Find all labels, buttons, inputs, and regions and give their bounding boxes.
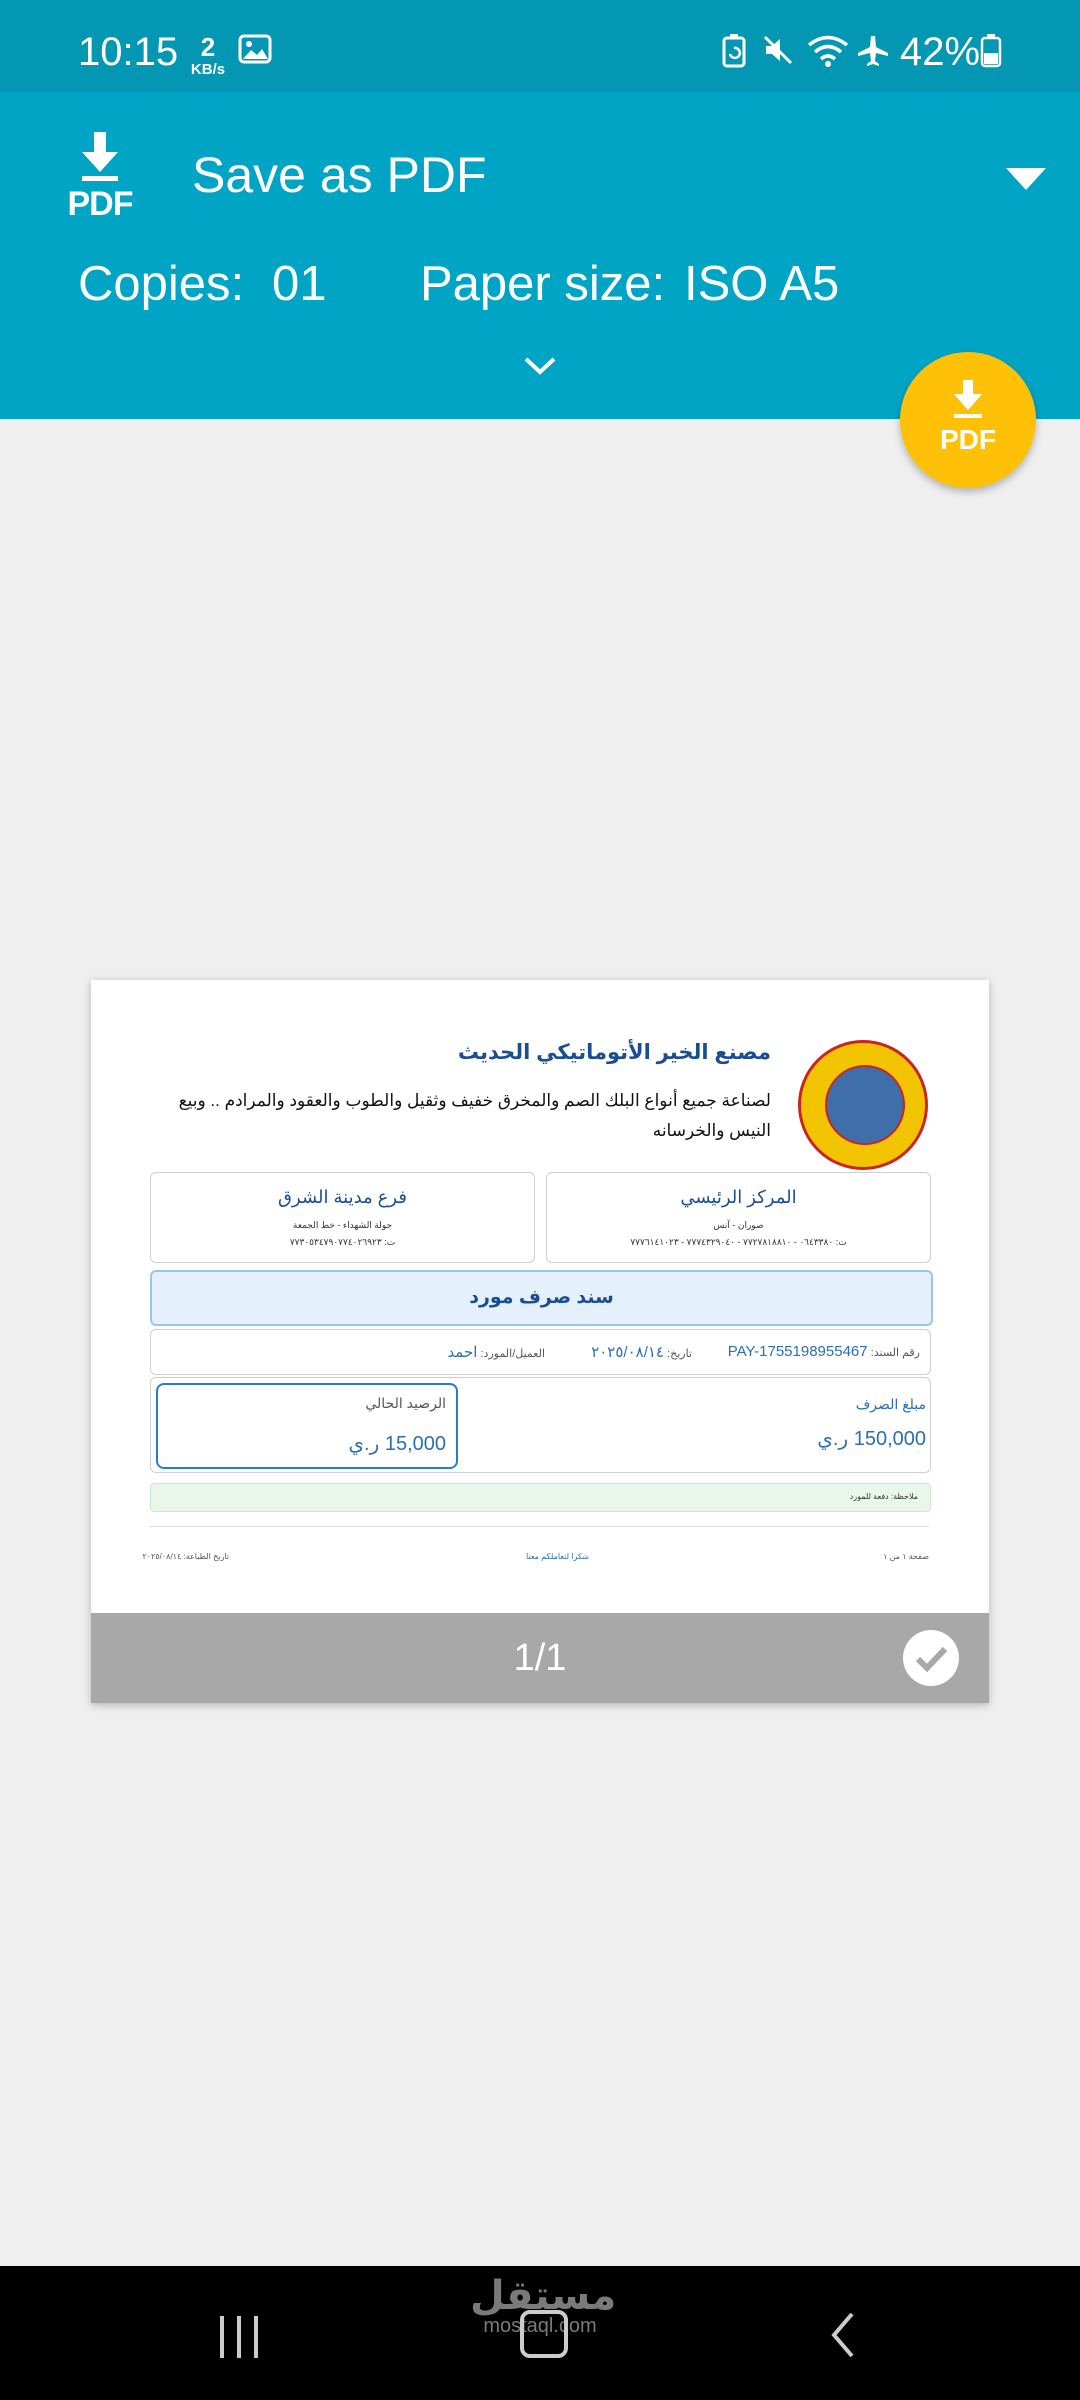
- footer-print-date: تاريخ الطباعة: ٢٠٢٥/٠٨/١٤: [142, 1552, 229, 1561]
- network-speed: [186, 34, 230, 77]
- company-description: لصناعة جميع أنواع البلك الصم والمخرق خفيف وثقيل والطوب والعقود والمرادم .. وبيع النيس والخرسانه: [178, 1091, 771, 1140]
- mute-icon: [762, 34, 794, 66]
- company-name: مصنع الخير الأتوماتيكي الحديث: [457, 1041, 771, 1064]
- page-indicator: 1/1: [513, 1637, 567, 1679]
- printer-select[interactable]: Save as PDF: [192, 147, 487, 203]
- branch-address: صوران - آنس: [713, 1220, 764, 1230]
- battery-icon: [980, 34, 1002, 68]
- page-selected-checkbox[interactable]: [903, 1630, 959, 1686]
- page-footer: [91, 1613, 989, 1703]
- branch-phone: ت: ٠٦٤٣٣٨٠ - ٧٧٢٧٨١٨٨١٠ - ٧٧٧٤٣٢٩٠٤٠ - ٧٧٧٦١٤١٠٢٣: [630, 1237, 847, 1247]
- dropdown-arrow-icon[interactable]: [1006, 168, 1046, 190]
- fab-label: PDF: [940, 424, 996, 455]
- pdf-printer-icon: [62, 132, 138, 224]
- balance-box: [156, 1383, 458, 1469]
- network-speed-unit: KB/s: [190, 61, 226, 78]
- download-pdf-button[interactable]: [900, 352, 1036, 488]
- voucher-document: [91, 980, 989, 1613]
- amount-label: مبلغ الصرف: [855, 1396, 926, 1412]
- pdf-icon-label: PDF: [67, 185, 133, 223]
- company-logo: [798, 1040, 928, 1170]
- home-button[interactable]: [520, 2310, 568, 2358]
- battery-percent: 42%: [900, 30, 981, 74]
- watermark-english: mostaql.com: [483, 2315, 597, 2337]
- check-icon: [903, 1630, 959, 1686]
- branch-title: فرع مدينة الشرق: [278, 1187, 407, 1207]
- print-preview-page[interactable]: [91, 980, 989, 1703]
- main-branch-box: [546, 1172, 931, 1263]
- footer-page: صفحة ١ من ١: [883, 1552, 929, 1561]
- note-text: ملاحظة: دفعة للمورد: [849, 1492, 918, 1501]
- note-bar: [150, 1483, 931, 1512]
- voucher-title: سند صرف مورد: [150, 1270, 933, 1326]
- branch-phone: ت: ٧٧٣٠٥٣٤٧٩٠٧٧٤٠٢٦٩٢٣: [289, 1237, 396, 1247]
- voucher-client: [447, 1343, 545, 1361]
- balance-value: 15,000 ر.ي: [348, 1433, 446, 1455]
- airplane-mode-icon: [856, 34, 890, 68]
- voucher-number-value: PAY-1755198955467: [727, 1343, 868, 1360]
- battery-saver-icon: [722, 34, 746, 68]
- recent-apps-button[interactable]: [216, 2314, 262, 2360]
- gallery-icon: [238, 34, 272, 64]
- status-bar: [0, 0, 1080, 92]
- wifi-icon: [806, 34, 850, 68]
- voucher-client-value: احمد: [447, 1344, 478, 1361]
- watermark-arabic: مستقل: [470, 2274, 617, 2318]
- voucher-client-label: العميل/المورد:: [480, 1348, 545, 1360]
- voucher-date-value: ٢٠٢٥/٠٨/١٤: [591, 1344, 664, 1361]
- network-speed-value: 2: [200, 32, 216, 62]
- voucher-date: [591, 1343, 692, 1361]
- branch-address: جولة الشهداء - خط الجمعة: [292, 1220, 393, 1230]
- print-toolbar: [0, 92, 1080, 419]
- voucher-date-label: تاريخ:: [667, 1348, 692, 1360]
- footer-thanks: شكرا لتعاملكم معنا: [525, 1552, 589, 1561]
- amount-row: [150, 1377, 931, 1473]
- footer-divider: [150, 1526, 929, 1527]
- paper-size-label: Paper size:: [420, 257, 666, 311]
- east-branch-box: [150, 1172, 535, 1263]
- branch-title: المركز الرئيسي: [680, 1187, 797, 1207]
- voucher-number: [728, 1343, 920, 1360]
- status-time: 10:15: [78, 30, 179, 74]
- expand-options-icon[interactable]: [520, 354, 560, 378]
- copies-value[interactable]: 01: [272, 257, 327, 311]
- voucher-meta-row: [150, 1329, 931, 1375]
- copies-label: Copies:: [78, 257, 245, 311]
- navigation-bar: [0, 2266, 1080, 2400]
- back-button[interactable]: [828, 2310, 858, 2360]
- balance-label: الرصيد الحالي: [365, 1395, 446, 1411]
- download-icon: [952, 380, 984, 420]
- amount-value: 150,000 ر.ي: [817, 1428, 926, 1450]
- voucher-number-label: رقم السند:: [870, 1347, 920, 1359]
- paper-size-value[interactable]: ISO A5: [684, 257, 840, 311]
